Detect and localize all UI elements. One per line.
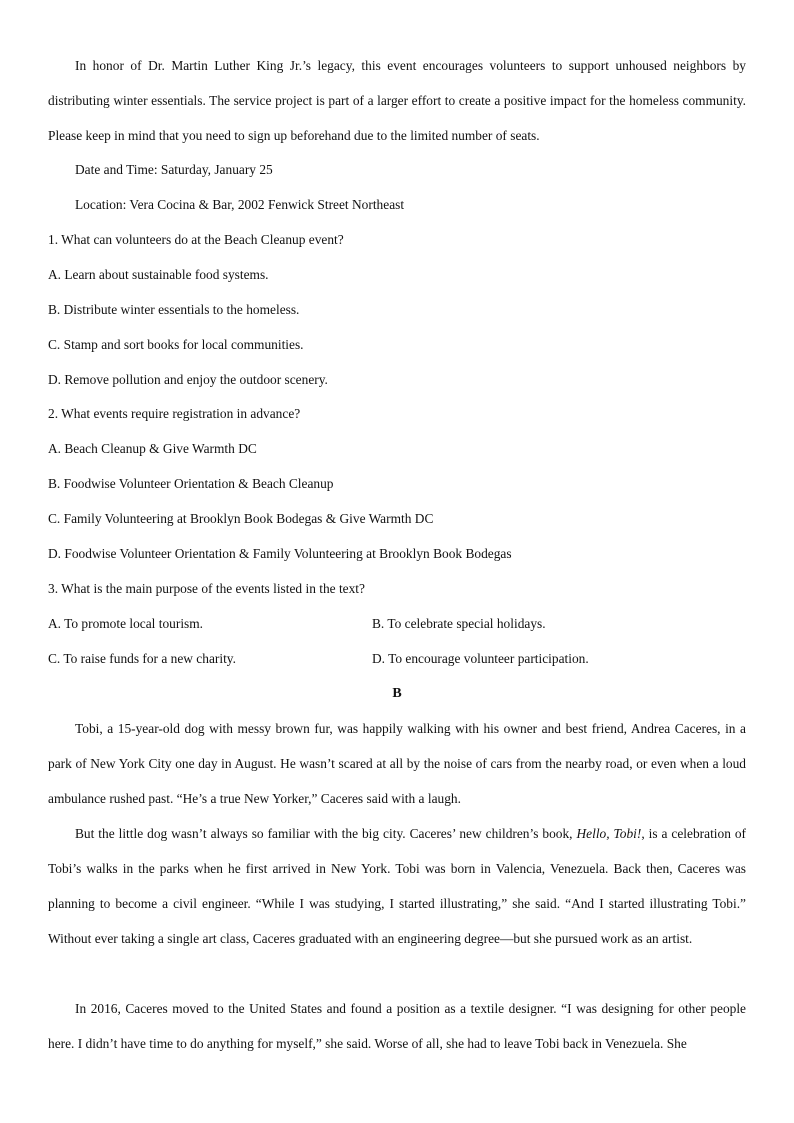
- section-b-heading: B: [392, 686, 402, 701]
- question-2-option-c: C. Family Volunteering at Brooklyn Book Bodegas & Give Warmth DC: [48, 511, 434, 526]
- passage-b-paragraph-3: In 2016, Caceres moved to the United States and found a position as a textile designer. “I was designing for other people here. I didn’t have time to do anything for myself,” she said. Worse of all, she had to leave Tobi back in Venezuela. She: [48, 1001, 746, 1051]
- question-3-option-a: A. To promote local tourism.: [48, 616, 204, 631]
- question-3-stem: 3. What is the main purpose of the events listed in the text?: [48, 581, 365, 596]
- question-2-option-b: B. Foodwise Volunteer Orientation & Beach Cleanup: [48, 476, 334, 491]
- book-title: Hello, Tobi!: [576, 826, 642, 841]
- question-2-stem: 2. What events require registration in advance?: [48, 406, 301, 421]
- passage-b-p2-after: , is a celebration of Tobi’s walks in the parks when he first arrived in New York. Tobi was born in Valencia, Venezuela. Back then, Caceres was planning to become a civil engineer. “While I was studying, I started illustrating,” she said. “And I started illustrating Tobi.” Without ever taking a single art class, Caceres graduated with an engineering degree—but she pursued work as an artist.: [48, 826, 747, 946]
- passage-b-paragraph-2: [48, 816, 746, 956]
- passage-b-p2-before: But the little dog wasn’t always so familiar with the big city. Caceres’ new children’s book,: [75, 826, 577, 841]
- question-1-option-a: A. Learn about sustainable food systems.: [48, 267, 269, 282]
- question-3-option-c: C. To raise funds for a new charity.: [48, 651, 236, 666]
- event-date-line: Date and Time: Saturday, January 25: [75, 162, 273, 177]
- question-1-option-b: B. Distribute winter essentials to the homeless.: [48, 302, 300, 317]
- question-1-stem: 1. What can volunteers do at the Beach Cleanup event?: [48, 232, 344, 247]
- question-3-option-d: D. To encourage volunteer participation.: [372, 651, 589, 666]
- question-2-option-d: D. Foodwise Volunteer Orientation & Family Volunteering at Brooklyn Book Bodegas: [48, 546, 512, 561]
- passage-b-paragraph-1: Tobi, a 15-year-old dog with messy brown fur, was happily walking with his owner and best friend, Andrea Caceres, in a park of New York City one day in August. He wasn’t scared at all by the noise of cars from the nearby road, or even when a loud ambulance rushed past. “He’s a true New Yorker,” Caceres said with a laugh.: [48, 721, 746, 806]
- question-1-option-d: D. Remove pollution and enjoy the outdoor scenery.: [48, 372, 328, 387]
- question-3-option-b: B. To celebrate special holidays.: [372, 616, 546, 631]
- question-2-option-a: A. Beach Cleanup & Give Warmth DC: [48, 441, 257, 456]
- question-1-option-c: C. Stamp and sort books for local communities.: [48, 337, 304, 352]
- event-location-line: Location: Vera Cocina & Bar, 2002 Fenwick Street Northeast: [75, 197, 405, 212]
- event-intro-paragraph: In honor of Dr. Martin Luther King Jr.’s legacy, this event encourages volunteers to support unhoused neighbors by distributing winter essentials. The service project is part of a larger effort to create a positive impact for the homeless community. Please keep in mind that you need to sign up beforehand due to the limited number of seats.: [48, 58, 746, 143]
